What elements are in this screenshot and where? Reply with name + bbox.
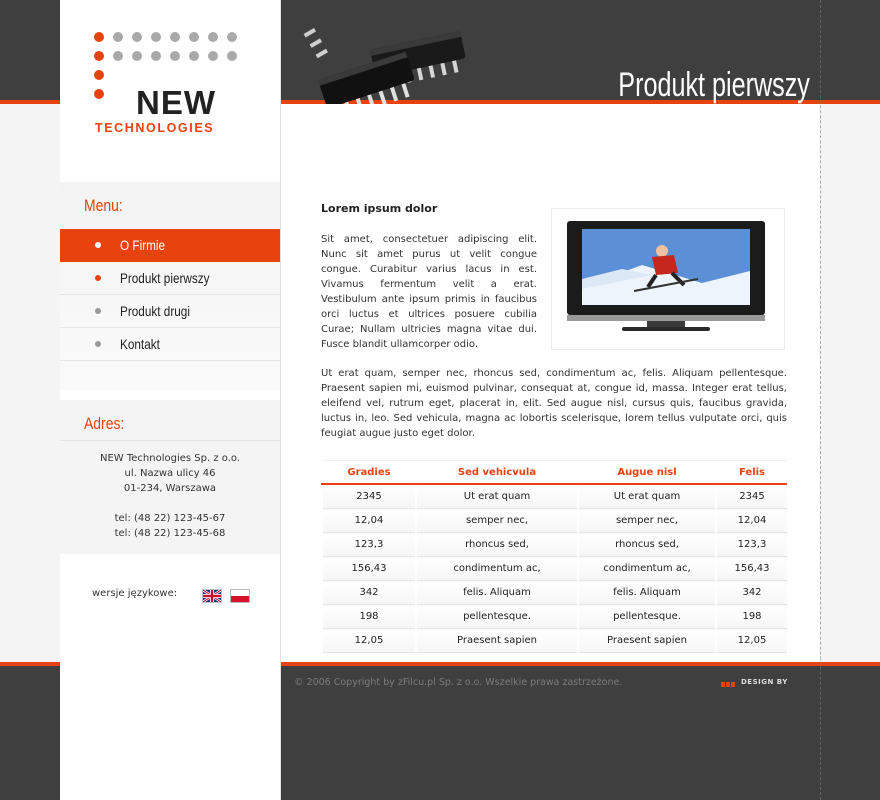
logo-dot [113, 51, 123, 61]
address-line: NEW Technologies Sp. z o.o. [99, 453, 240, 464]
address-line [60, 496, 280, 511]
address-panel [60, 400, 280, 554]
table-cell: 12,04 [322, 509, 416, 533]
logo[interactable] [94, 32, 254, 142]
menu-title: Menu: [84, 196, 123, 215]
table-body [322, 484, 787, 653]
menu-list [60, 229, 280, 361]
data-table [321, 460, 787, 653]
copyright-text: © 2006 Copyright by zFilcu.pl Sp. z o.o. Wszelkie prawa zastrzeżone. [294, 677, 623, 688]
logo-dot [94, 32, 104, 42]
design-by-badge[interactable] [721, 678, 796, 687]
content-heading: Lorem ipsum dolor [321, 202, 438, 215]
menu-panel [60, 182, 280, 390]
menu-item-produkt-drugi[interactable] [60, 295, 280, 328]
logo-dot [208, 32, 218, 42]
address-line: 01-234, Warszawa [123, 483, 217, 494]
table-cell: 12,05 [716, 629, 787, 653]
table-row [322, 533, 787, 557]
menu-item-label: Produkt drugi [120, 303, 190, 319]
address-line: ul. Nazwa ulicy 46 [124, 468, 216, 479]
menu-item-kontakt[interactable] [60, 328, 280, 361]
table-cell: Ut erat quam [578, 484, 716, 509]
intro-paragraph: Sit amet, consectetuer adipiscing elit. Nunc sit amet purus ut velit congue congue. Curabitur varius lacus in est. Vivamus fermentum velit a erat. Vestibulum ante ipsum primis in faucibus orci luctus et ultrices posuere cubilia Curae; Nullam ultricies magna vitae dui. Fusce blandit ullamcorper odio. [321, 234, 537, 350]
table-cell: 156,43 [322, 557, 416, 581]
page-title: Produkt pierwszy [618, 66, 810, 104]
logo-dot [94, 51, 104, 61]
bullet-icon [95, 308, 101, 314]
logo-dot [189, 32, 199, 42]
logo-dot [94, 89, 104, 99]
language-label: wersje językowe: [92, 588, 178, 599]
tv-image [551, 208, 785, 350]
logo-dot [189, 51, 199, 61]
table-cell: rhoncus sed, [578, 533, 716, 557]
column-header: Gradies [322, 461, 416, 485]
table-cell: 156,43 [716, 557, 787, 581]
design-by-label: DESIGN BY [741, 678, 788, 686]
logo-dot [151, 32, 161, 42]
logo-dot [208, 51, 218, 61]
table-cell: 123,3 [322, 533, 416, 557]
table-row [322, 605, 787, 629]
table-cell: 12,04 [716, 509, 787, 533]
logo-word: NEW [136, 84, 216, 121]
table-cell: semper nec, [416, 509, 578, 533]
menu-item-label: Produkt pierwszy [120, 270, 210, 286]
table-row [322, 581, 787, 605]
pl-flag-icon[interactable] [230, 589, 250, 603]
table-cell: 198 [716, 605, 787, 629]
table-cell: 198 [322, 605, 416, 629]
phone-line: tel: (48 22) 123-45-68 [114, 528, 226, 539]
table-cell: Praesent sapien [578, 629, 716, 653]
logo-dot [227, 32, 237, 42]
column-header: Sed vehicvula [416, 461, 578, 485]
column-header: Augue nisl [578, 461, 716, 485]
table-row [322, 484, 787, 509]
menu-item-label: Kontakt [120, 336, 160, 352]
bullet-icon [95, 341, 101, 347]
table-row [322, 509, 787, 533]
table-header-row [322, 461, 787, 485]
table-cell: 123,3 [716, 533, 787, 557]
menu-item-label: O Firmie [120, 237, 166, 253]
left-column [60, 0, 281, 800]
bullet-icon [95, 242, 101, 248]
address-text [60, 451, 280, 541]
body-paragraph: Ut erat quam, semper nec, rhoncus sed, condimentum ac, felis. Aliquam pellentesque. Praesent sapien mi, euismod pulvinar, consequat at, congue id, massa. Integer erat tellus, eleifend vel, rutrum eget, placerat in, elit. Sed augue nisl, cursus quis, faucibus gravida, luctus in, leo. Sed vehicula, magna ac lobortis scelerisque, lorem tellus vulputate orci, quis feugiat augue justo eget dolor. [321, 368, 787, 439]
logo-dot [170, 32, 180, 42]
table-cell: 12,05 [322, 629, 416, 653]
uk-flag-icon[interactable] [202, 589, 222, 603]
phone-line: tel: (48 22) 123-45-67 [114, 513, 226, 524]
table-cell: 342 [716, 581, 787, 605]
logo-dot [113, 32, 123, 42]
design-squares-icon [721, 679, 736, 690]
logo-dot [170, 51, 180, 61]
column-header: Felis [716, 461, 787, 485]
logo-subtitle: TECHNOLOGIES [95, 121, 215, 135]
logo-dot [94, 70, 104, 80]
table-cell: semper nec, [578, 509, 716, 533]
menu-item-o-firmie[interactable] [60, 229, 280, 262]
table-cell: Praesent sapien [416, 629, 578, 653]
logo-dot [132, 32, 142, 42]
table-cell: felis. Aliquam [578, 581, 716, 605]
table-cell: 342 [322, 581, 416, 605]
table-cell: pellentesque. [416, 605, 578, 629]
table-cell: Ut erat quam [416, 484, 578, 509]
table-row [322, 629, 787, 653]
table-cell: 2345 [716, 484, 787, 509]
menu-item-produkt-pierwszy[interactable] [60, 262, 280, 295]
table-row [322, 557, 787, 581]
address-title: Adres: [84, 414, 125, 433]
table-cell: pellentesque. [578, 605, 716, 629]
table-cell: 2345 [322, 484, 416, 509]
table-cell: condimentum ac, [416, 557, 578, 581]
table-cell: felis. Aliquam [416, 581, 578, 605]
logo-dot [151, 51, 161, 61]
right-divider [820, 0, 822, 800]
divider [60, 440, 280, 441]
table-cell: condimentum ac, [578, 557, 716, 581]
logo-dot [227, 51, 237, 61]
logo-dot [132, 51, 142, 61]
table-cell: rhoncus sed, [416, 533, 578, 557]
bullet-icon [95, 275, 101, 281]
main-content [281, 104, 820, 662]
